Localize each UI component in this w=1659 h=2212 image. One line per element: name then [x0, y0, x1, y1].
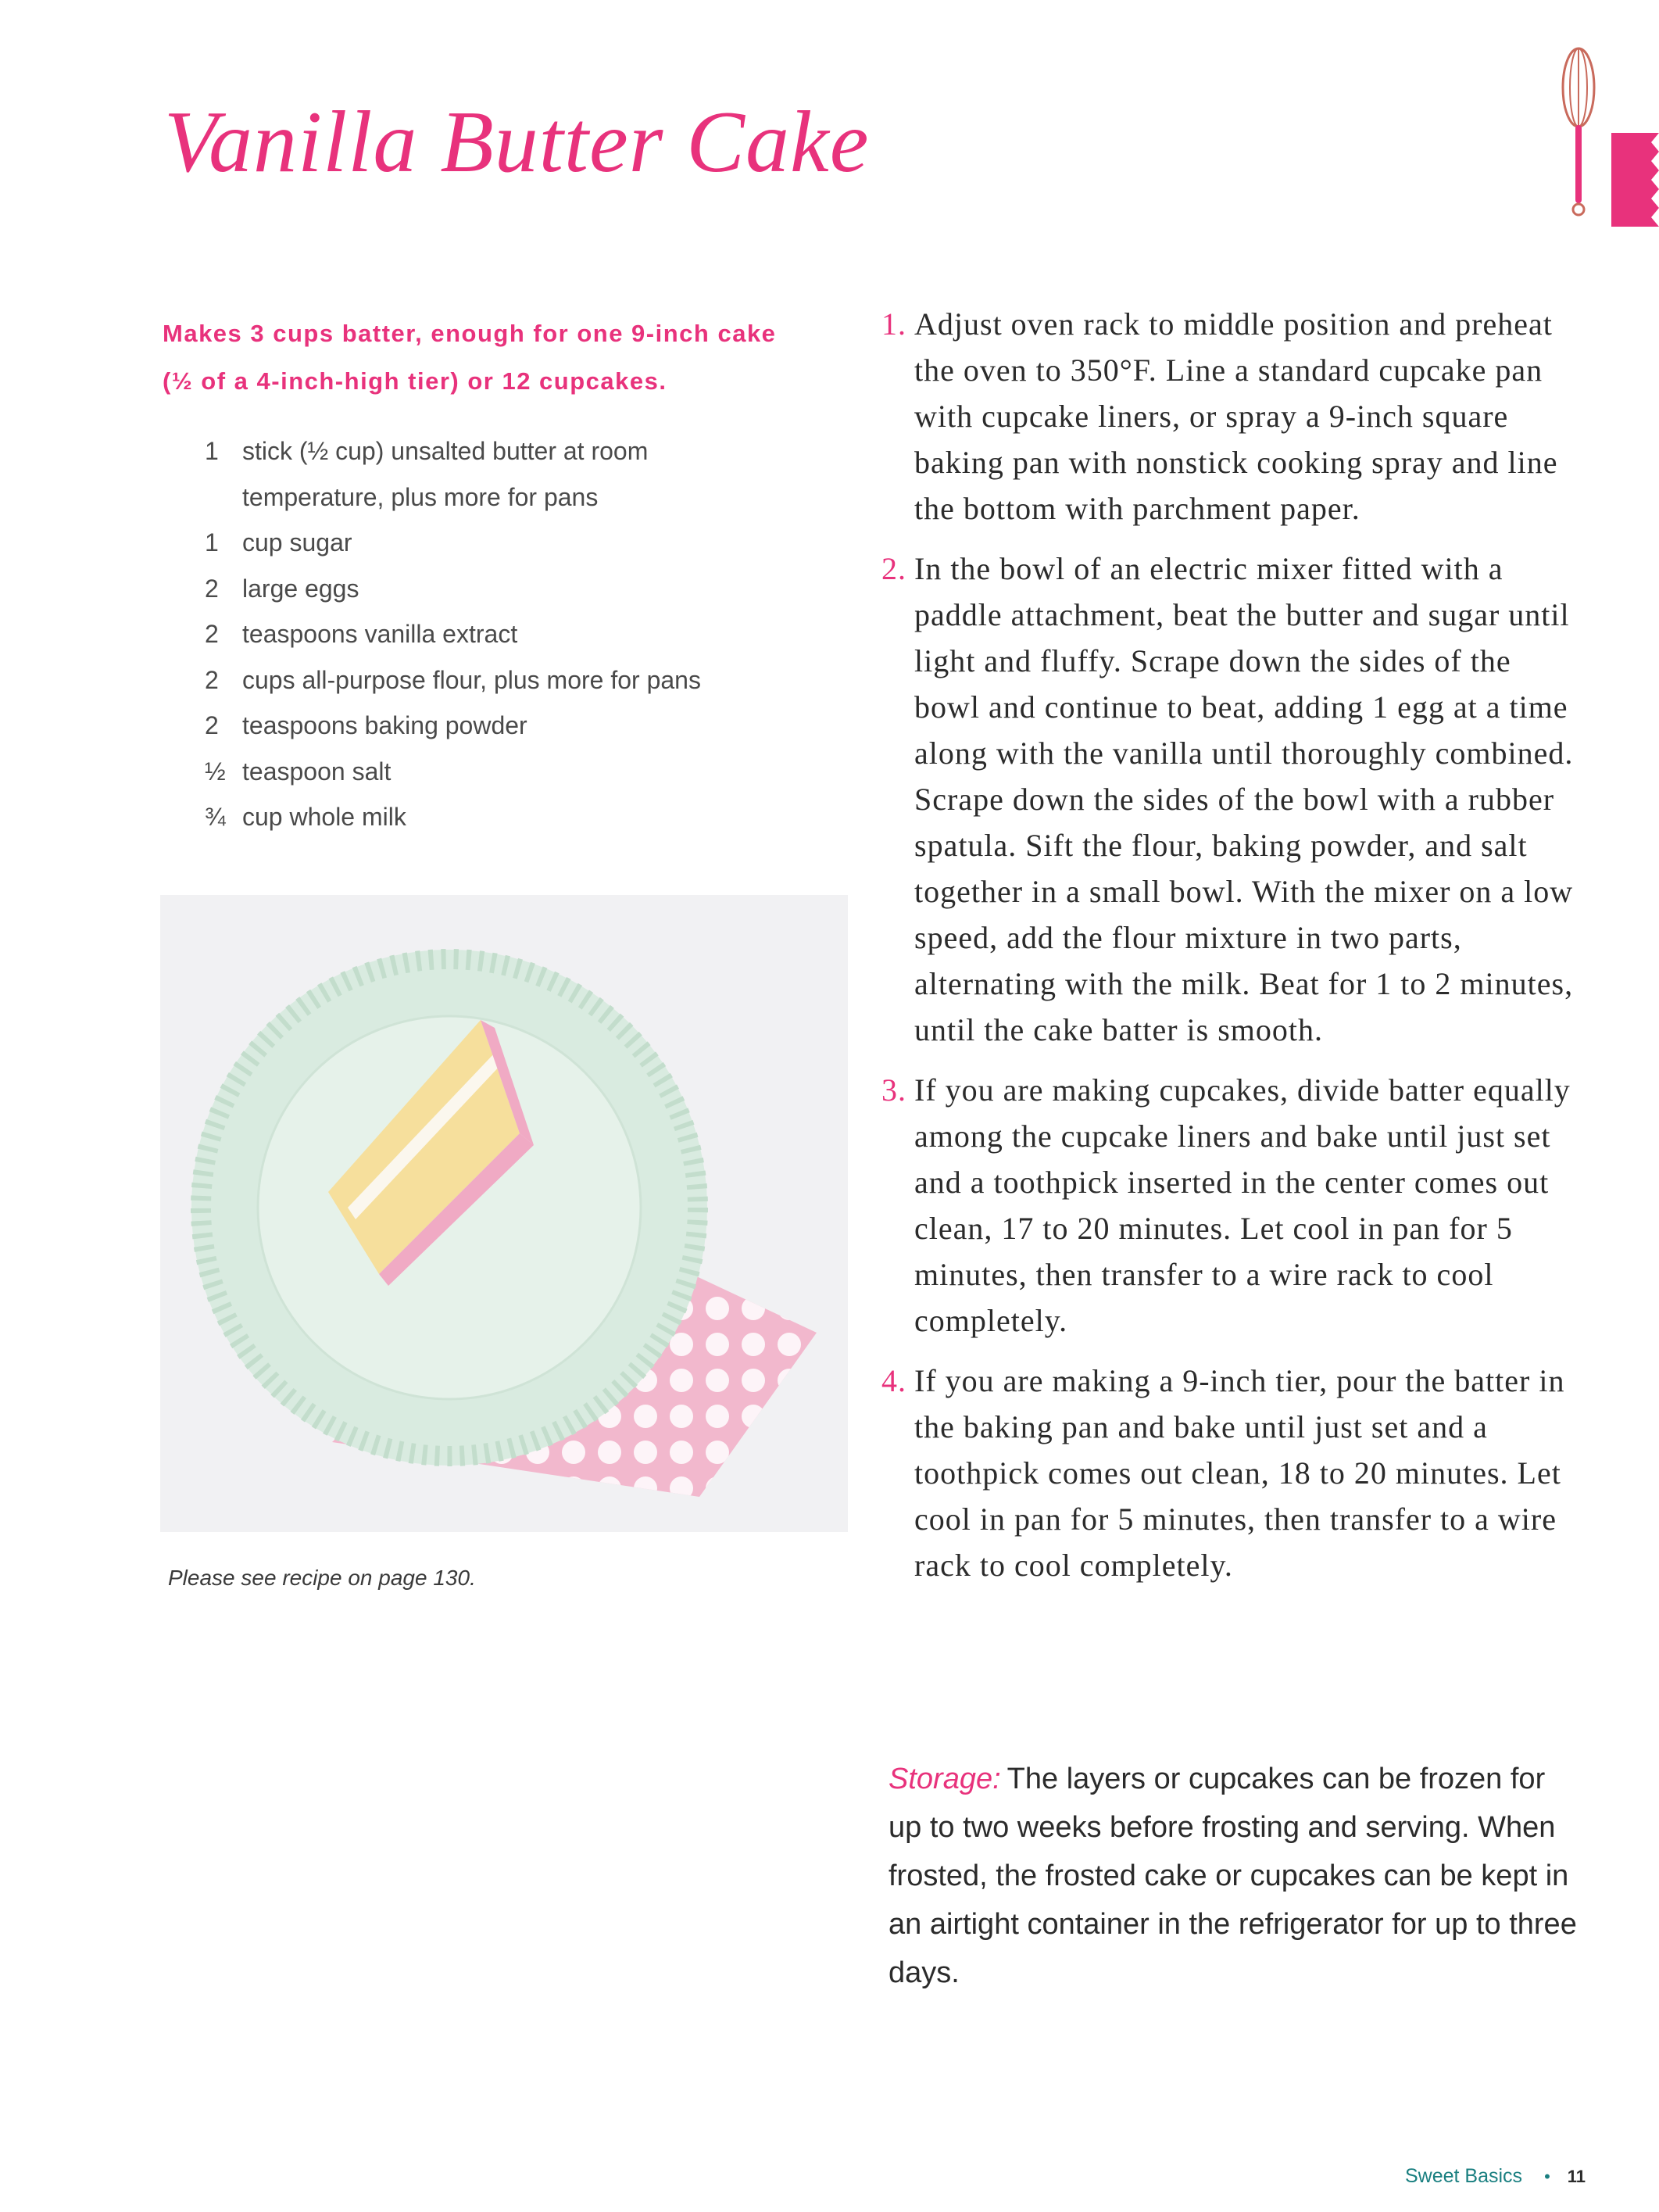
method-step	[881, 546, 1577, 1053]
ingredient-text: teaspoons baking powder	[242, 711, 527, 739]
step-number: 2.	[881, 551, 906, 586]
ingredient-qty: 2	[205, 665, 219, 694]
ingredient-qty: 1	[205, 437, 219, 465]
ingredient-qty: ¾	[205, 803, 226, 831]
cake-photo	[160, 895, 848, 1532]
storage-text: The layers or cupcakes can be frozen for up to two weeks before frosting and serving. When frosted, the frosted cake or cupcakes can be kept in an airtight container in the refrigerator for up to three days.	[888, 1763, 1577, 1989]
step-number: 1.	[881, 306, 906, 342]
step-text: If you are making a 9-inch tier, pour the batter in the baking pan and bake until just set and a toothpick comes out clean, 18 to 20 minutes. Let cool in pan for 5 minutes, then transfer to a wire rack to cool completely.	[914, 1363, 1565, 1583]
ingredient-text: stick (½ cup) unsalted butter at room	[242, 437, 649, 465]
ingredient-item	[205, 474, 861, 521]
ingredient-text: cups all-purpose flour, plus more for pans	[242, 665, 701, 694]
method-steps	[881, 301, 1577, 1602]
page-title: Vanilla Butter Cake	[164, 94, 870, 191]
ingredient-qty: 1	[205, 528, 219, 557]
section-name: Sweet Basics	[1405, 2165, 1523, 2187]
page-footer	[1405, 2165, 1586, 2188]
footer-bullet: •	[1544, 2166, 1550, 2186]
step-number: 3.	[881, 1072, 906, 1108]
step-text: Adjust oven rack to middle position and preheat the oven to 350°F. Line a standard cupcake pan with cupcake liners, or spray a 9-inch square baking pan with nonstick cooking spray and line the bottom with parchment paper.	[914, 306, 1558, 526]
ingredient-item	[205, 611, 861, 657]
storage-note	[888, 1755, 1584, 1997]
ingredient-text: teaspoons vanilla extract	[242, 620, 518, 648]
ingredient-item	[205, 428, 861, 474]
yield-line: (½ of a 4-inch-high tier) or 12 cupcakes.	[163, 367, 667, 395]
ingredient-qty: 2	[205, 711, 219, 739]
photo-caption: Please see recipe on page 130.	[168, 1566, 476, 1590]
ingredient-item	[205, 520, 861, 566]
ingredient-list	[205, 428, 861, 840]
whisk-icon	[1555, 39, 1659, 231]
ingredient-qty: ½	[205, 757, 226, 786]
ingredient-text: large eggs	[242, 574, 359, 603]
ingredient-text: cup sugar	[242, 528, 352, 557]
ingredient-text: temperature, plus more for pans	[242, 482, 599, 511]
storage-label: Storage:	[888, 1763, 1001, 1795]
ingredient-qty: 2	[205, 620, 219, 648]
step-text: In the bowl of an electric mixer fitted with a paddle attachment, beat the butter and sugar until light and fluffy. Scrape down the sides of the bowl and continue to beat, adding 1 egg at a time along with the vanilla until thoroughly combined. Scrape down the sides of the bowl with a rubber spatula. Sift the flour, baking powder, and salt together in a small bowl. With the mixer on a low speed, add the flour mixture in two parts, alternating with the milk. Beat for 1 to 2 minutes, until the cake batter is smooth.	[914, 551, 1574, 1047]
method-step	[881, 1358, 1577, 1588]
ingredient-item	[205, 657, 861, 703]
step-text: If you are making cupcakes, divide batter equally among the cupcake liners and bake until just set and a toothpick inserted in the center comes out clean, 17 to 20 minutes. Let cool in pan for 5 minutes, then transfer to a wire rack to cool completely.	[914, 1072, 1571, 1338]
ingredient-item	[205, 566, 861, 612]
ingredient-text: teaspoon salt	[242, 757, 392, 786]
ingredient-qty	[205, 474, 242, 521]
method-step	[881, 301, 1577, 532]
ingredient-item	[205, 749, 861, 795]
recipe-yield	[163, 310, 842, 405]
yield-line: Makes 3 cups batter, enough for one 9-inch cake	[163, 320, 777, 347]
ingredient-qty: 2	[205, 574, 219, 603]
method-step	[881, 1067, 1577, 1344]
step-number: 4.	[881, 1363, 906, 1398]
ingredient-text: cup whole milk	[242, 803, 406, 831]
ingredient-item	[205, 703, 861, 749]
ingredient-item	[205, 794, 861, 840]
page-number: 11	[1567, 2166, 1586, 2186]
